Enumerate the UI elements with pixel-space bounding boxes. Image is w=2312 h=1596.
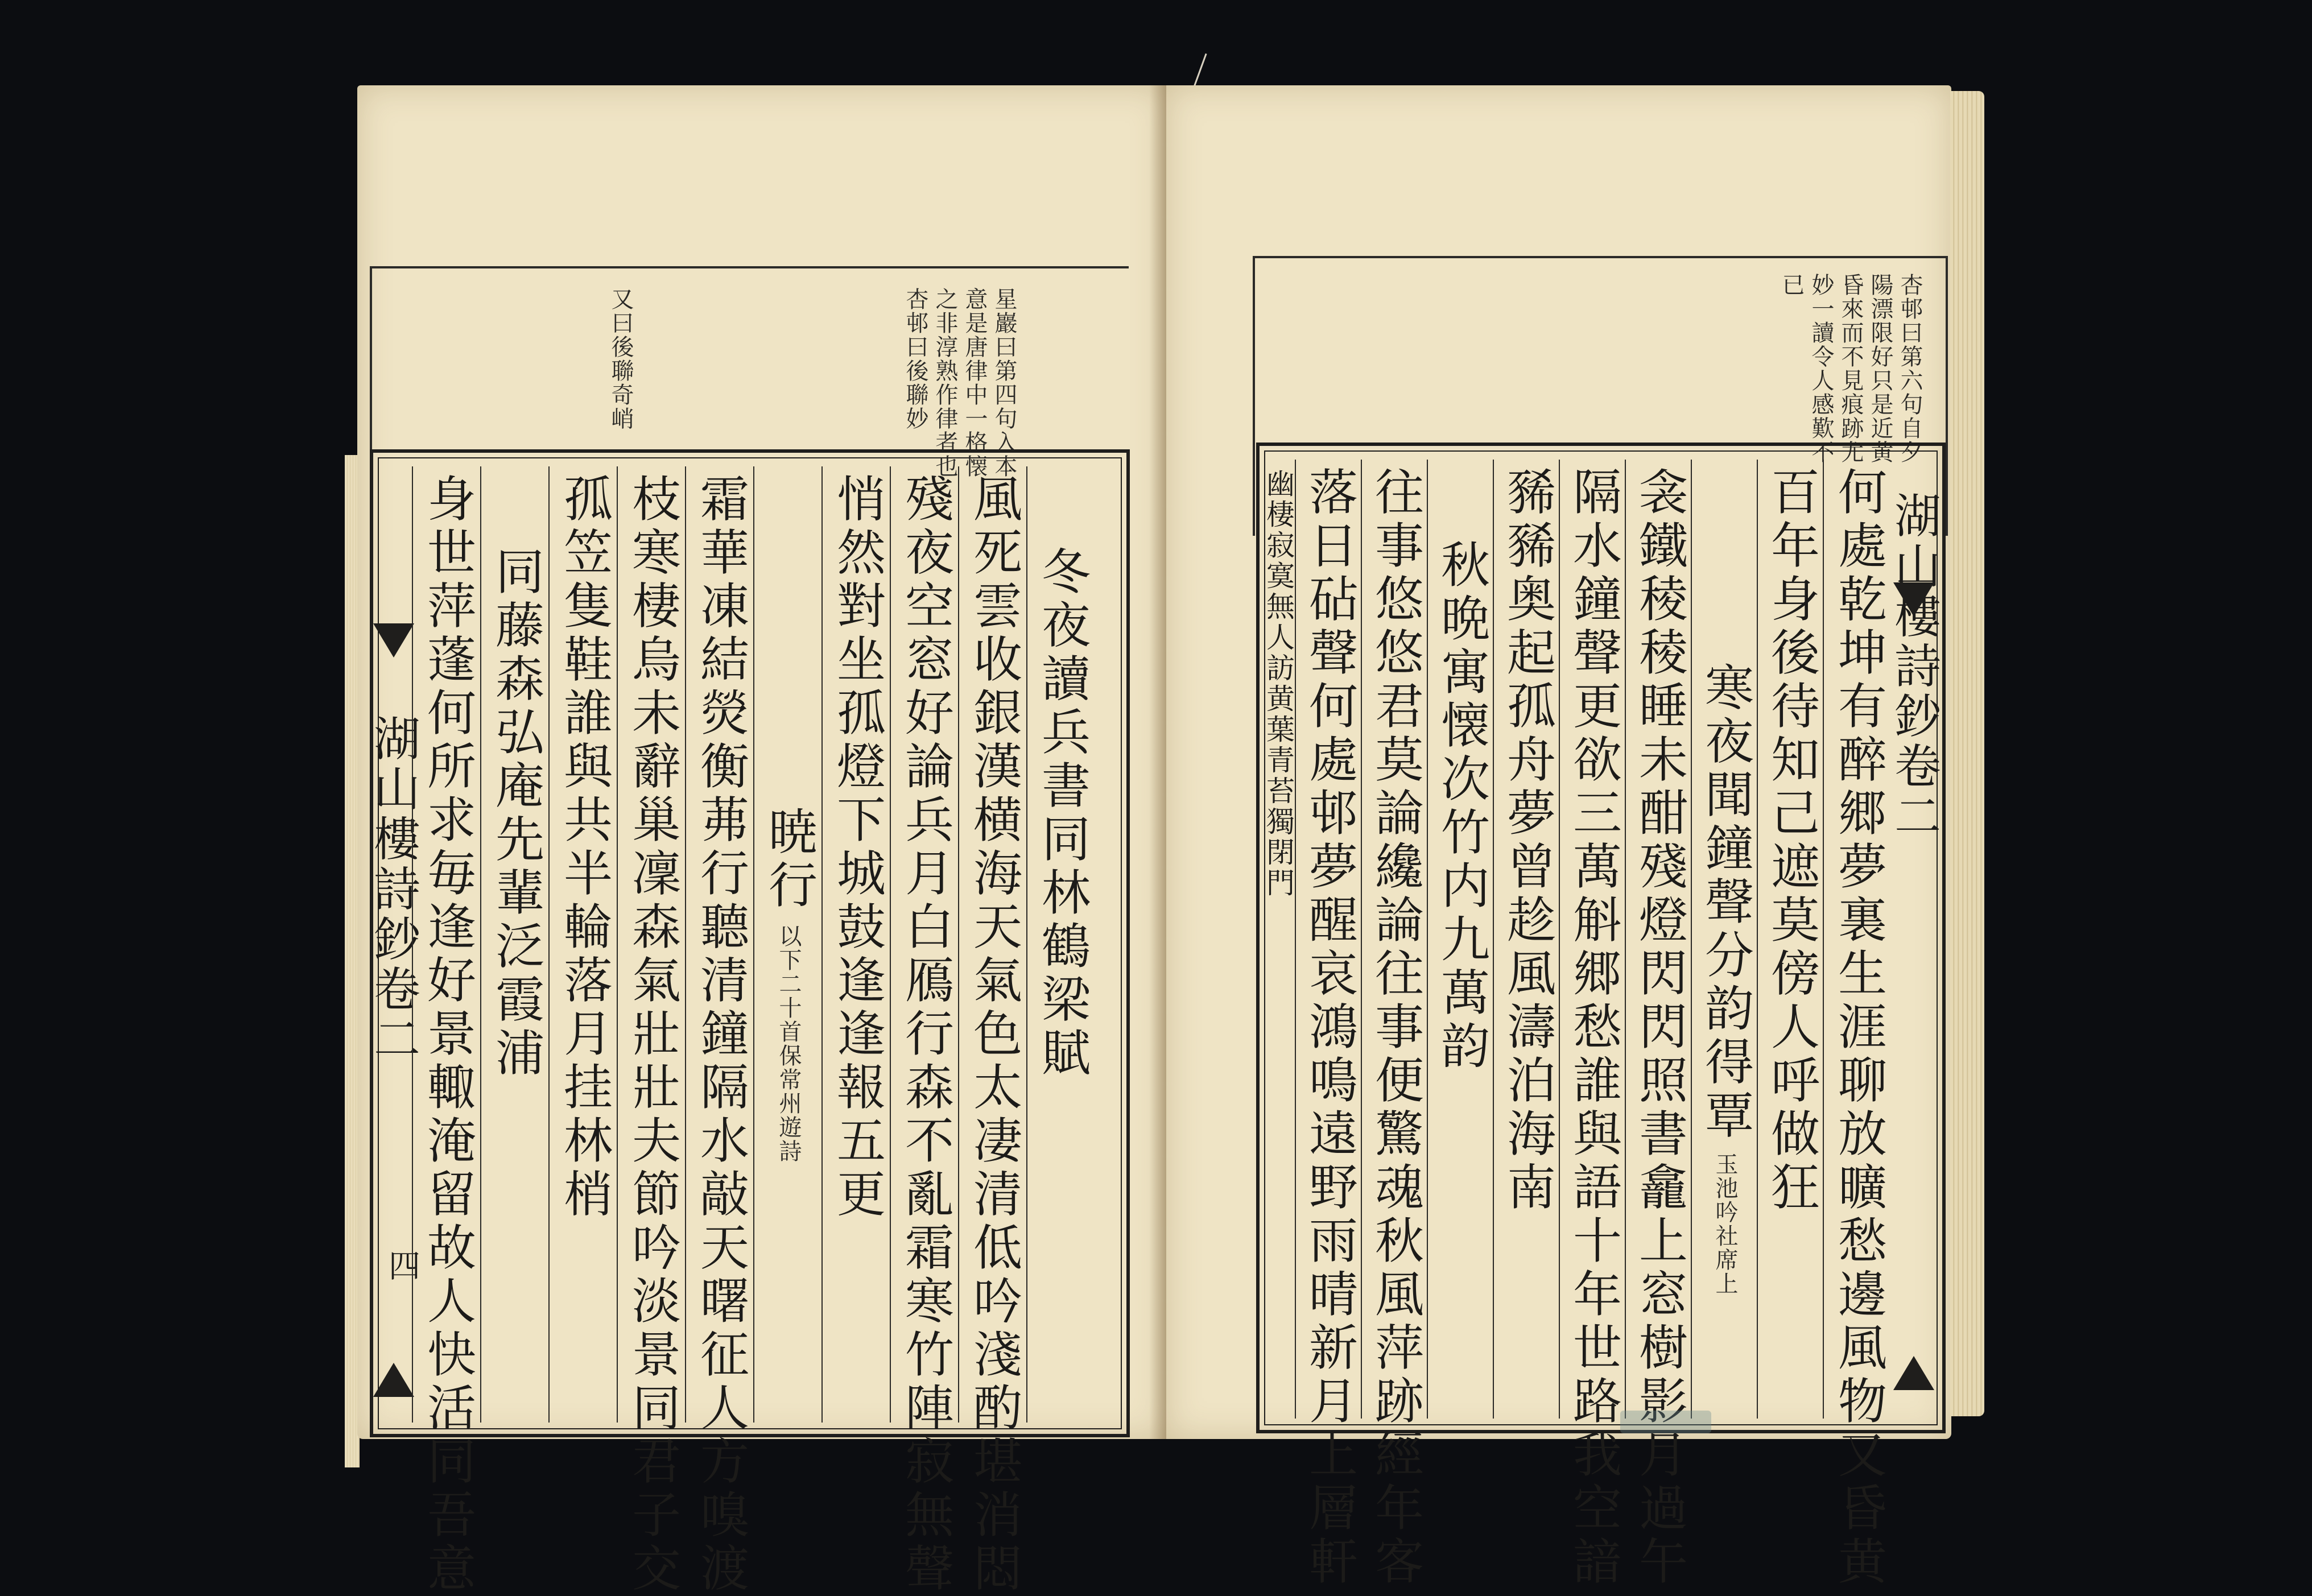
text-column: 秋晩寓懐次竹内九萬韵 bbox=[1427, 460, 1494, 1419]
right-text-frame bbox=[1256, 443, 1946, 1589]
text-column: 寒夜聞鐘聲分韵得覃 玉池吟社席上 bbox=[1691, 460, 1758, 1419]
text-column: 何處乾坤有醉郷夢裏生涯聊放曠愁邊風物又昏黄 bbox=[1823, 460, 1892, 1419]
head-note: 意是唐律中一格懐 bbox=[961, 287, 988, 478]
text-column: 孤笠隻鞋誰與共半輪落月挂林梢 bbox=[548, 466, 618, 1423]
head-note: 杏邨曰後聯妙 bbox=[902, 287, 928, 431]
fishtail-mark bbox=[373, 1363, 414, 1397]
right-hashira bbox=[1886, 469, 1941, 1407]
text-column: 悄然對坐孤燈下城鼓逢逢報五更 bbox=[821, 466, 891, 1423]
page-number: 四 bbox=[383, 1249, 420, 1281]
binding-thread bbox=[1194, 53, 1214, 89]
text-column: 豨豨奥起孤舟夢曾趁風濤泊海南 bbox=[1493, 460, 1560, 1419]
open-book bbox=[357, 85, 1984, 1596]
head-note: 陽漂限好只是近黄 bbox=[1867, 273, 1893, 464]
text-column: 身世萍蓬何所求毎逢好景輙淹留故人快活同吾意 bbox=[412, 466, 481, 1423]
text-column: 殘夜空窓好論兵月白鴈行森不亂霜寒竹陣寂無聲 bbox=[890, 466, 959, 1423]
text-column: 幽棲寂寞無人訪黄葉青苔獨閉門 bbox=[1262, 469, 1295, 899]
fishtail-mark bbox=[373, 623, 414, 658]
running-title: 湖山樓詩鈔卷二 bbox=[1886, 491, 1941, 842]
text-column: 衾鐵稜稜睡未酣殘燈閃閃照書龕上窓樹影月過午 bbox=[1625, 460, 1692, 1419]
left-head-note-extra bbox=[608, 287, 634, 433]
text-column: 冬夜讀兵書同林鶴梁賦 bbox=[1026, 466, 1096, 1423]
running-title: 湖山樓詩鈔卷二 bbox=[366, 714, 420, 1065]
head-note: 之非淳熟作律者也 bbox=[932, 287, 958, 478]
fishtail-mark bbox=[1893, 1356, 1934, 1390]
fishtail-mark bbox=[1893, 582, 1934, 617]
head-note: 妙一讀令人感歎不 bbox=[1808, 273, 1834, 464]
text-column: 風死雲收銀漢横海天氣色太凄清低吟淺酌堪消悶 bbox=[958, 466, 1027, 1423]
text-column: 枝寒棲烏未辭巢凜森氣壯壯夫節吟淡景同君子交 bbox=[617, 466, 686, 1423]
column-note: 以下二十首保常州遊詩 bbox=[775, 924, 802, 1163]
text-column: 霜華凍結熒衡茀行聽清鐘隔水敲天曙征人方嗅渡 bbox=[685, 466, 754, 1423]
text-column: 落日砧聲何處邨夢醒哀鴻鳴遠野雨晴新月上層軒 bbox=[1295, 460, 1362, 1419]
right-page-edges bbox=[1950, 91, 1984, 1416]
head-note: 又曰後聯奇峭 bbox=[608, 287, 634, 431]
text-column: 隔水鐘聲更欲三萬斛郷愁誰與語十年世路我空諳 bbox=[1559, 460, 1626, 1419]
head-note: 星巖曰第四句入本 bbox=[991, 287, 1017, 478]
right-page bbox=[1166, 85, 1951, 1589]
text-column: 暁行 以下二十首保常州遊詩 bbox=[753, 466, 823, 1423]
head-note: 昏來而不見痕跡尤 bbox=[1838, 273, 1864, 464]
paper-tab bbox=[1620, 1411, 1711, 1433]
left-page bbox=[357, 85, 1166, 1596]
head-note: 已 bbox=[1778, 273, 1805, 297]
left-text-frame bbox=[366, 449, 1130, 1596]
text-column: 百年身後待知己遮莫傍人呼做狂 bbox=[1757, 460, 1824, 1419]
text-column: 往事悠悠君莫論纔論往事便驚魂秋風萍跡經年客 bbox=[1361, 460, 1428, 1419]
column-note: 玉池吟社席上 bbox=[1712, 1152, 1738, 1296]
head-note: 杏邨曰第六句自夕 bbox=[1897, 273, 1923, 464]
text-column: 同藤森弘庵先輩泛霞浦 bbox=[480, 466, 550, 1423]
